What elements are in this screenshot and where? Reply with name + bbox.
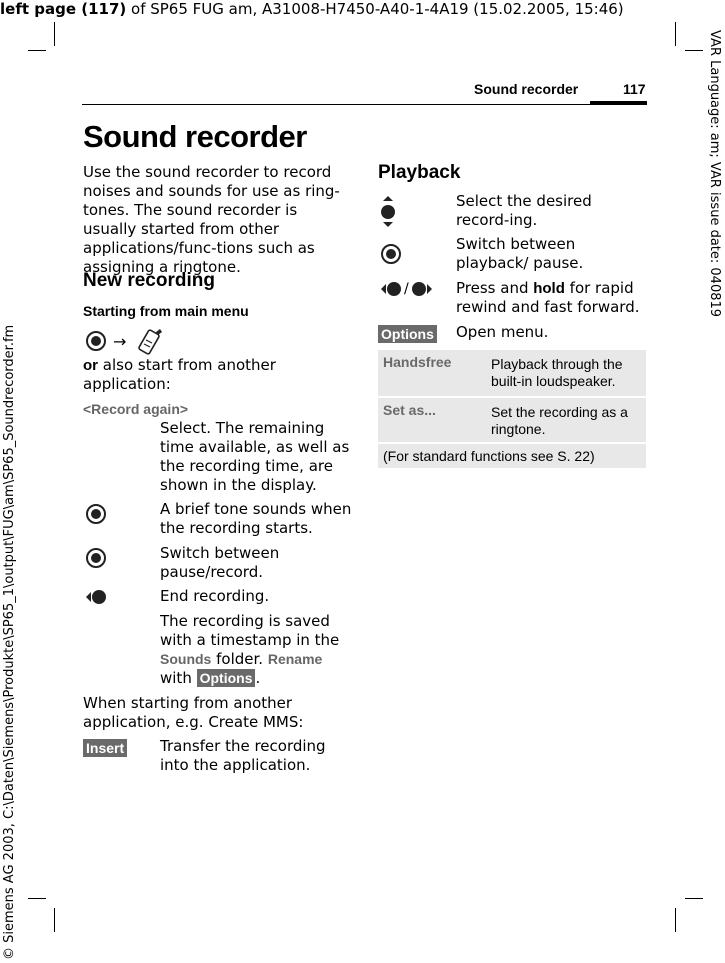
crop-mark	[28, 898, 46, 899]
table-row	[378, 350, 646, 396]
header-rule	[82, 104, 647, 105]
options-softkey: Options	[378, 325, 437, 343]
table-value: Playback through the built-in loudspeaker.	[491, 356, 623, 389]
record-again-label: <Record again>	[83, 401, 189, 417]
nav-key-icon	[86, 331, 106, 355]
record-again-description: Select. The remaining time available, as well as the recording time, are shown in the display.	[160, 419, 350, 494]
select-recording: Select the desired record-ing.	[456, 192, 592, 229]
crop-mark	[685, 898, 703, 899]
table-key: Set as...	[383, 402, 436, 418]
table-row	[378, 398, 646, 442]
options-softkey: Options	[197, 669, 256, 687]
rename-option: Rename	[267, 651, 323, 667]
table-footnote: (For standard functions see S. 22)	[383, 448, 595, 464]
center-key-icon	[381, 244, 401, 268]
side-file-path: © Siemens AG 2003, C:\Daten\Siemens\Produkte\SP65_1\output\FUG\am\SP65_Soundrecorder.fm	[2, 324, 17, 960]
starting-from-main-menu: Starting from main menu	[83, 303, 249, 319]
crop-mark	[54, 22, 55, 46]
crop-mark	[54, 908, 55, 932]
insert-description: Transfer the recording into the application.	[160, 737, 326, 774]
open-menu-text: Open menu.	[456, 323, 549, 341]
crop-mark	[28, 50, 46, 51]
nav-updown-icon	[380, 195, 396, 233]
switch-playback-pause: Switch between playback/ pause.	[456, 235, 584, 272]
new-recording-heading: New recording	[83, 270, 215, 291]
intro-paragraph: Use the sound recorder to record noises and sounds for use as ring-tones. The sound recorder is usually started from other applications/func-tions such as assigning a ringtone.	[83, 163, 340, 276]
end-recording: End recording.	[160, 587, 270, 605]
print-header-doc: of SP65 FUG am, A31008-H7450-A40-1-4A19 (15.02.2005, 15:46)	[126, 0, 624, 18]
when-starting-text: When starting from another application, e.g. Create MMS:	[83, 694, 304, 731]
center-key-icon	[86, 504, 106, 528]
or-also-start: or also start from another application:	[83, 356, 276, 393]
print-header	[0, 0, 624, 18]
nav-left-icon	[85, 589, 109, 609]
sounds-folder: Sounds	[160, 651, 212, 667]
header-rule-accent	[590, 101, 647, 104]
arrow-icon: →	[113, 332, 127, 351]
insert-softkey-wrap	[83, 738, 127, 757]
saved-description: The recording is saved with a timestamp in the Sounds folder. Rename with Options .	[160, 612, 340, 687]
side-language-note: VAR Language: am; VAR issue date: 040819	[707, 30, 722, 318]
tone-description: A brief tone sounds when the recording starts.	[160, 500, 352, 537]
crop-mark	[675, 908, 676, 932]
page-title: Sound recorder	[83, 119, 307, 154]
table-value: Set the recording as a ringtone.	[491, 404, 628, 437]
nav-left-right-icon: /	[380, 281, 433, 297]
print-header-page: left page (117)	[0, 0, 127, 18]
table-key: Handsfree	[383, 354, 452, 370]
press-hold-text: Press and hold for rapid rewind and fast forward.	[456, 279, 640, 316]
running-title: Sound recorder	[474, 81, 579, 97]
switch-pause-record: Switch between pause/record.	[160, 544, 280, 581]
playback-heading: Playback	[378, 162, 461, 183]
crop-mark	[675, 22, 676, 46]
options-softkey-wrap	[378, 324, 437, 343]
insert-softkey: Insert	[83, 739, 127, 757]
center-key-icon	[86, 548, 106, 572]
page-number: 117	[623, 81, 646, 97]
crop-mark	[685, 50, 703, 51]
table-footnote-row	[378, 444, 646, 468]
